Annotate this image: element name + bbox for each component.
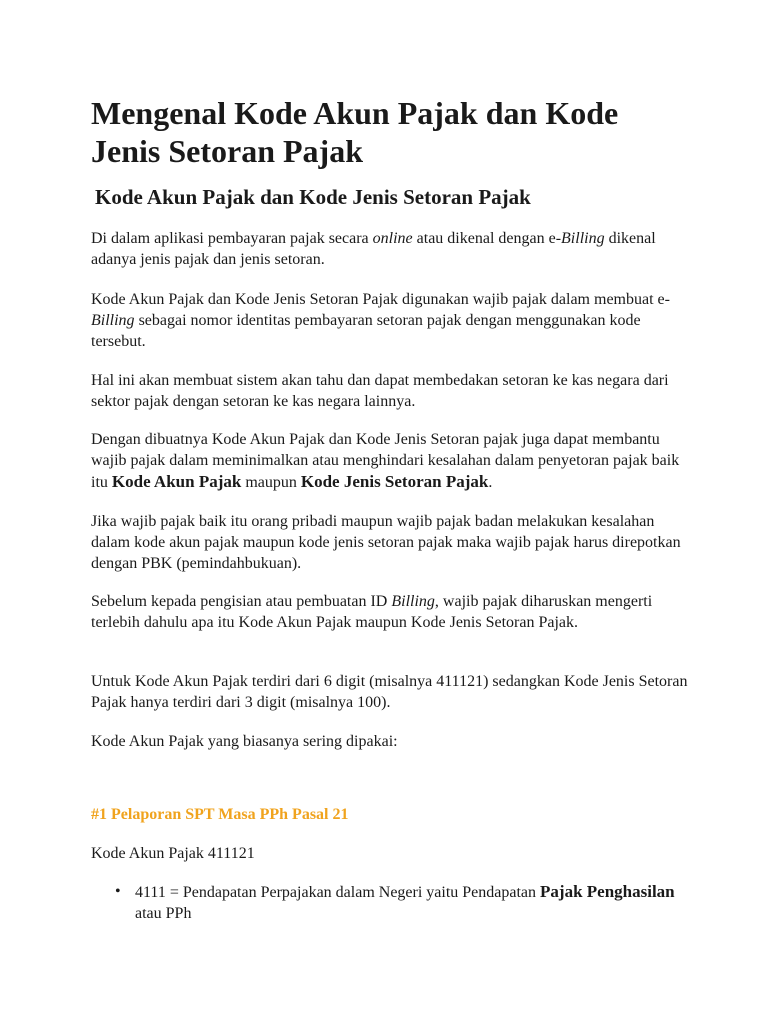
bullet-icon: • xyxy=(115,883,121,900)
list-item: • 4111 = Pendapatan Perpajakan dalam Negeri yaitu Pendapatan Pajak Penghasilan atau PPh xyxy=(115,882,675,922)
bullet-list xyxy=(91,881,691,924)
document-title: Mengenal Kode Akun Pajak dan Kode Jenis Setoran Pajak xyxy=(91,95,619,169)
paragraph-usage: Kode Akun Pajak dan Kode Jenis Setoran Pajak digunakan wajib pajak dalam membuat e-Billing sebagai nomor identitas pembayaran setoran pajak dengan menggunakan kode tersebut. xyxy=(91,291,670,350)
paragraph-digits: Untuk Kode Akun Pajak terdiri dari 6 digit (misalnya 411121) sedangkan Kode Jenis Setoran Pajak hanya terdiri dari 3 digit (misalnya 100). xyxy=(91,673,688,711)
paragraph-error: Jika wajib pajak baik itu orang pribadi maupun wajib pajak badan melakukan kesalahan dalam kode akun pajak maupun kode jenis setoran pajak maka wajib pajak harus direpotkan dengan PBK (pemindahbukuan). xyxy=(91,513,681,572)
paragraph-intro: Di dalam aplikasi pembayaran pajak secara online atau dikenal dengan e-Billing dikenal adanya jenis pajak dan jenis setoran. xyxy=(91,230,656,268)
paragraph-benefit: Dengan dibuatnya Kode Akun Pajak dan Kode Jenis Setoran pajak juga dapat membantu wajib pajak dalam meminimalkan atau menghindari kesalahan dalam penyetoran pajak baik itu Kode Akun Pajak maupun Kode Jenis Setoran Pajak. xyxy=(91,431,680,491)
paragraph-common-codes: Kode Akun Pajak yang biasanya sering dipakai: xyxy=(91,733,398,750)
paragraph-before-billing: Sebelum kepada pengisian atau pembuatan ID Billing, wajib pajak diharuskan mengerti terlebih dahulu apa itu Kode Akun Pajak maupun Kode Jenis Setoran Pajak. xyxy=(91,593,653,631)
paragraph-system: Hal ini akan membuat sistem akan tahu dan dapat membedakan setoran ke kas negara dari sektor pajak dengan setoran ke kas negara lainnya. xyxy=(91,372,669,410)
section-subtitle: Kode Akun Pajak dan Kode Jenis Setoran Pajak xyxy=(95,185,531,209)
section-heading-pph21: #1 Pelaporan SPT Masa PPh Pasal 21 xyxy=(91,806,349,823)
code-line: Kode Akun Pajak 411121 xyxy=(91,845,255,862)
